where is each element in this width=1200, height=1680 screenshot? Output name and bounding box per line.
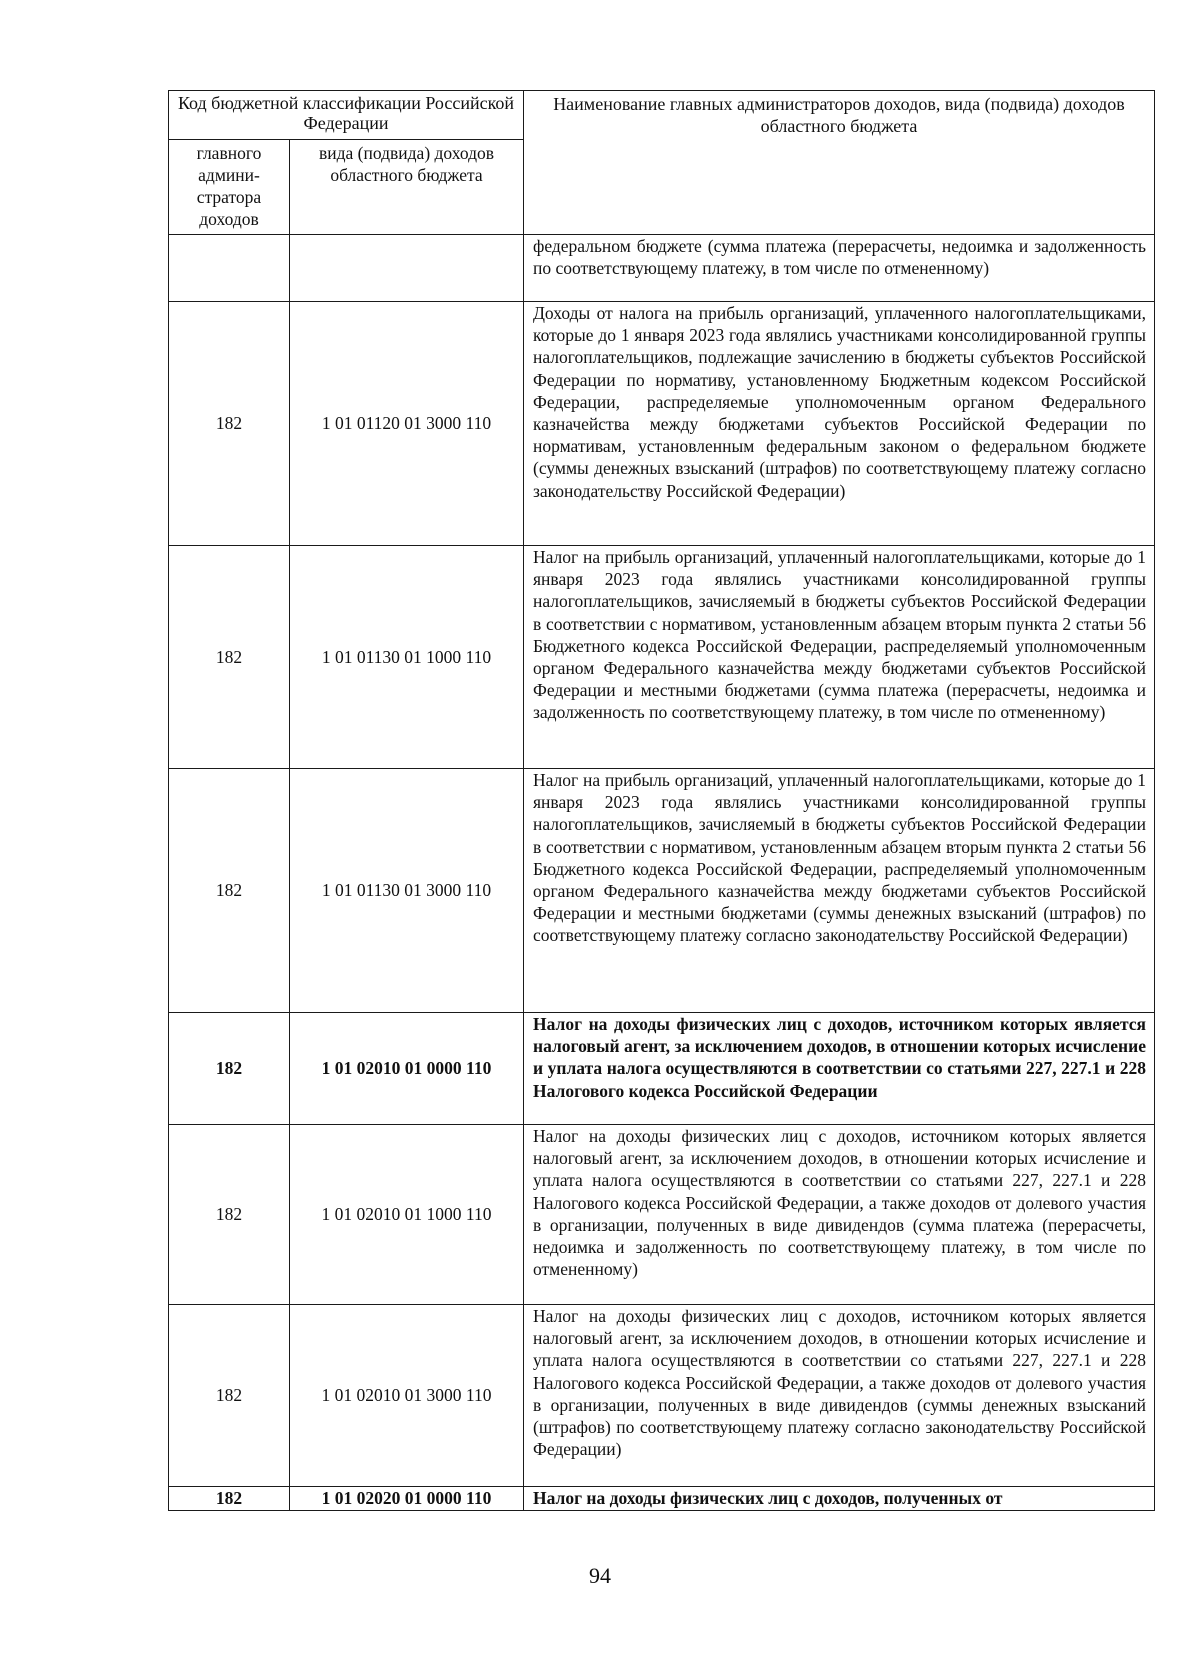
admin-code-cell: 182 [169,546,290,769]
income-name-cell: Налог на доходы физических лиц с доходов, полученных от [524,1487,1155,1511]
income-name-cell: Налог на доходы физических лиц с доходов, источником которых является налоговый агент, за исключением доходов, в отношении которых исчисление и уплата налога осуществляются в соответствии со статьями 227, 227.1 и 228 Налогового кодекса Российской Федерации, а также доходов от долевого участия в организации, полученных в виде дивидендов (суммы денежных взысканий (штрафов) по соответствующему платежу согласно законодательству Российской Федерации) [524,1305,1155,1487]
income-code-cell [290,235,524,302]
income-code-cell: 1 01 02010 01 3000 110 [290,1305,524,1487]
table-row [169,1013,1155,1125]
income-code-cell: 1 01 02020 01 0000 110 [290,1487,524,1511]
income-code-cell: 1 01 01120 01 3000 110 [290,302,524,546]
budget-classification-table [168,90,1155,1511]
table-row [169,1487,1155,1511]
income-code-cell: 1 01 01130 01 3000 110 [290,769,524,1013]
header-admin-column: главного админи-стратора доходов [169,140,290,235]
income-code-cell: 1 01 02010 01 0000 110 [290,1013,524,1125]
header-code-column: вида (подвида) доходов областного бюджета [290,140,524,235]
income-code-cell: 1 01 02010 01 1000 110 [290,1125,524,1305]
income-name-cell: Налог на прибыль организаций, уплаченный налогоплательщиками, которые до 1 января 2023 года являлись участниками консолидированной группы налогоплательщиков, зачисляемый в бюджеты субъектов Российской Федерации в соответствии с нормативом, установленным абзацем вторым пункта 2 статьи 56 Бюджетного кодекса Российской Федерации, распределяемый уполномоченным органом Федерального казначейства между бюджетами субъектов Российской Федерации и местными бюджетами (сумма платежа (перерасчеты, недоимка и задолженность по соответствующему платежу, в том числе по отмененному) [524,546,1155,769]
table-row [169,1125,1155,1305]
admin-code-cell: 182 [169,1013,290,1125]
admin-code-cell [169,235,290,302]
admin-code-cell: 182 [169,1305,290,1487]
admin-code-cell: 182 [169,769,290,1013]
admin-code-cell: 182 [169,1487,290,1511]
table-row [169,302,1155,546]
income-name-cell: Налог на прибыль организаций, уплаченный налогоплательщиками, которые до 1 января 2023 года являлись участниками консолидированной группы налогоплательщиков, зачисляемый в бюджеты субъектов Российской Федерации в соответствии с нормативом, установленным абзацем вторым пункта 2 статьи 56 Бюджетного кодекса Российской Федерации, распределяемый уполномоченным органом Федерального казначейства между бюджетами субъектов Российской Федерации и местными бюджетами (суммы денежных взысканий (штрафов) по соответствующему платежу согласно законодательству Российской Федерации) [524,769,1155,1013]
income-name-cell: Доходы от налога на прибыль организаций, уплаченного налогоплательщиками, которые до 1 января 2023 года являлись участниками консолидированной группы налогоплательщиков, подлежащие зачислению в бюджеты субъектов Российской Федерации по нормативу, установленному Бюджетным кодексом Российской Федерации, распределяемые уполномоченным органом Федерального казначейства между бюджетами субъектов Российской Федерации по нормативам, установленным федеральным законом о федеральном бюджете (суммы денежных взысканий (штрафов) по соответствующему платежу согласно законодательству Российской Федерации) [524,302,1155,546]
table-header-row [169,91,1155,140]
header-name-column: Наименование главных администраторов доходов, вида (подвида) доходов областного бюджета [524,91,1155,235]
income-code-cell: 1 01 01130 01 1000 110 [290,546,524,769]
header-budget-code-group: Код бюджетной классификации Российской Федерации [169,91,524,140]
page-number: 94 [589,1563,611,1588]
income-name-cell: Налог на доходы физических лиц с доходов, источником которых является налоговый агент, за исключением доходов, в отношении которых исчисление и уплата налога осуществляются в соответствии со статьями 227, 227.1 и 228 Налогового кодекса Российской Федерации [524,1013,1155,1125]
income-name-cell: федеральном бюджете (сумма платежа (перерасчеты, недоимка и задолженность по соответствующему платежу, в том числе по отмененному) [524,235,1155,302]
income-name-cell: Налог на доходы физических лиц с доходов, источником которых является налоговый агент, за исключением доходов, в отношении которых исчисление и уплата налога осуществляются в соответствии со статьями 227, 227.1 и 228 Налогового кодекса Российской Федерации, а также доходов от долевого участия в организации, полученных в виде дивидендов (сумма платежа (перерасчеты, недоимка и задолженность по соответствующему платежу, в том числе по отмененному) [524,1125,1155,1305]
table-row [169,769,1155,1013]
table-row [169,235,1155,302]
table-row [169,546,1155,769]
admin-code-cell: 182 [169,302,290,546]
table-row [169,1305,1155,1487]
admin-code-cell: 182 [169,1125,290,1305]
